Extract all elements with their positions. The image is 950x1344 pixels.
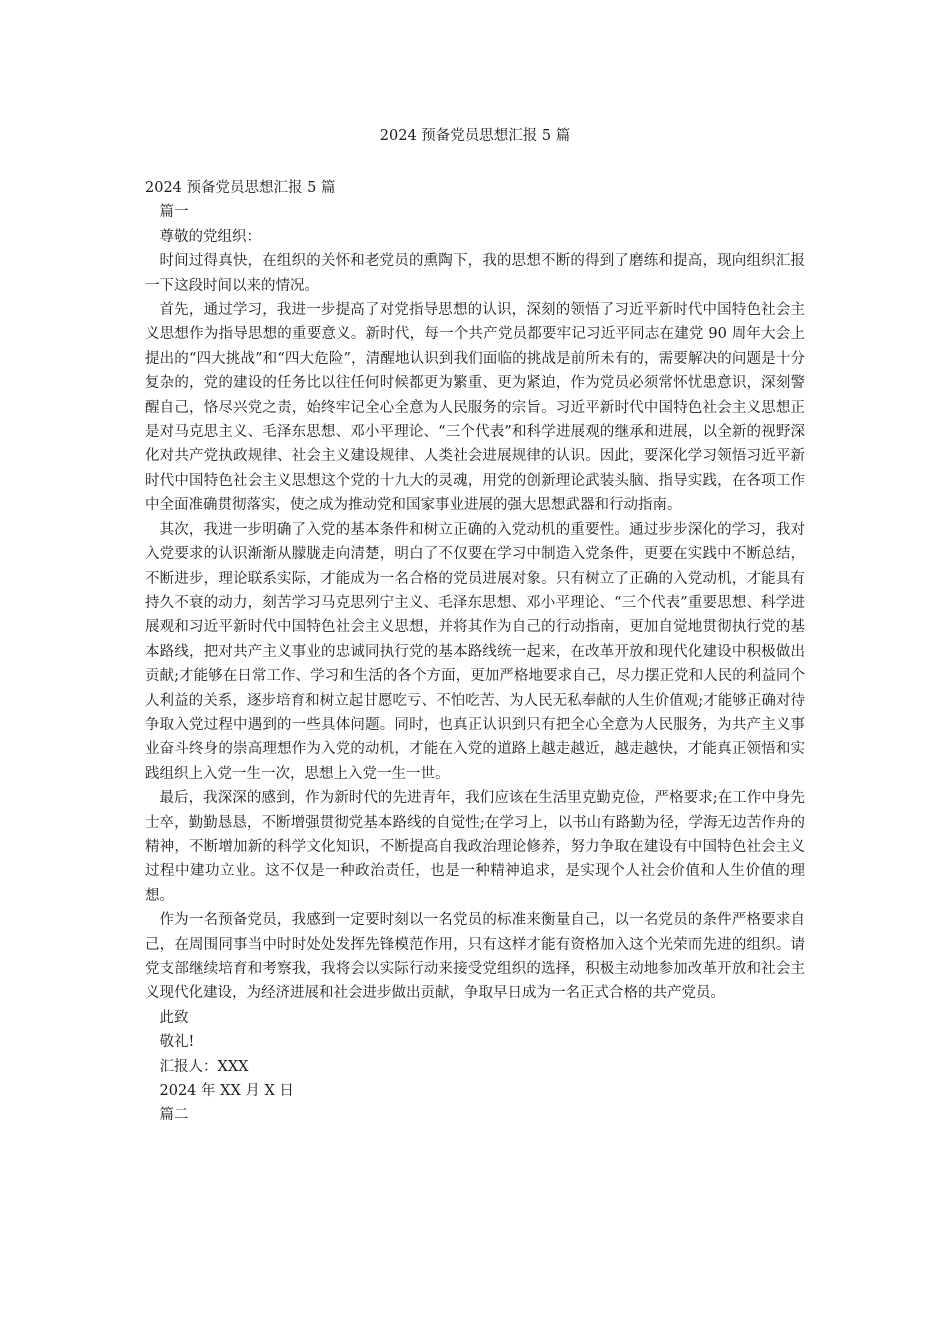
paragraph: 最后，我深深的感到，作为新时代的先进青年，我们应该在生活里克勤克俭，严格要求;在工作中身先士卒，勤勤恳恳，不断增强贯彻党基本路线的自觉性;在学习上，以书山有路勤为径，学海无边苦作舟的精神，不断增加新的科学文化知识，不断提高自我政治理论修养，努力争取在建设有中国特色社会主义过程中建功立业。这不仅是一种政治责任，也是一种精神追求，是实现个人社会价值和人生价值的理想。: [145, 790, 805, 904]
section-heading-1: 篇一: [159, 204, 189, 221]
reporter-line: 汇报人：XXX: [159, 1058, 249, 1075]
date-line: 2024 年 XX 月 X 日: [159, 1083, 294, 1100]
closing-line: 此致: [159, 1009, 189, 1026]
document-subtitle: 2024 预备党员思想汇报 5 篇: [145, 180, 336, 196]
page-title: 2024 预备党员思想汇报 5 篇: [379, 128, 571, 144]
salutation: 尊敬的党组织：: [159, 228, 261, 245]
closing-salute: 敬礼!: [159, 1034, 195, 1051]
paragraph: 首先，通过学习，我进一步提高了对党指导思想的认识，深刻的领悟了习近平新时代中国特色社会主义思想作为指导思想的重要意义。新时代，每一个共产党员都要牢记习近平同志在建党 90 周年大会上提出的“四大挑战”和“四大危险”，清醒地认识到我们面临的挑战是前所未有的，需要解决的问题是十分复杂的，党的建设的任务比以往任何时候都更为繁重、更为紧迫，作为党员必须常怀忧患意识，深刻警醒自己，恪尽兴党之责，始终牢记全心全意为人民服务的宗旨。习近平新时代中国特色社会主义思想正是对马克思主义、毛泽东思想、邓小平理论、“三个代表”和科学进展观的继承和进展，以全新的视野深化对共产党执政规律、社会主义建设规律、人类社会进展规律的认识。因此，要深化学习领悟习近平新时代中国特色社会主义思想这个党的十九大的灵魂，用党的创新理论武装头脑、指导实践，在各项工作中全面准确贯彻落实，使之成为推动党和国家事业进展的强大思想武器和行动指南。: [145, 302, 805, 514]
paragraph: 时间过得真快，在组织的关怀和老党员的熏陶下，我的思想不断的得到了磨练和提高，现向组织汇报一下这段时间以来的情况。: [145, 253, 805, 294]
paragraph: 其次，我进一步明确了入党的基本条件和树立正确的入党动机的重要性。通过步步深化的学习，我对入党要求的认识渐渐从朦胧走向清楚，明白了不仅要在学习中制造入党条件，更要在实践中不断总结，不断进步，理论联系实际，才能成为一名合格的党员进展对象。只有树立了正确的入党动机，才能具有持久不衰的动力，刻苦学习马克思列宁主义、毛泽东思想、邓小平理论、“三个代表”重要思想、科学进展观和习近平新时代中国特色社会主义思想，并将其作为自己的行动指南，更加自觉地贯彻执行党的基本路线，把对共产主义事业的忠诚同执行党的基本路线统一起来，在改革开放和现代化建设中积极做出贡献;才能够在日常工作、学习和生活的各个方面，更加严格地要求自己，尽力摆正党和人民的利益同个人利益的关系，逐步培育和树立起甘愿吃亏、不怕吃苦、为人民无私奉献的人生价值观;才能够正确对待争取入党过程中遇到的一些具体问题。同时，也真正认识到只有把全心全意为人民服务，为共产主义事业奋斗终身的崇高理想作为入党的动机，才能在入党的道路上越走越近，越走越快，才能真正领悟和实践组织上入党一生一次，思想上入党一生一世。: [145, 521, 805, 782]
document-body: [145, 176, 805, 1128]
section-heading-2: 篇二: [159, 1107, 189, 1124]
paragraph: 作为一名预备党员，我感到一定要时刻以一名党员的标准来衡量自己，以一名党员的条件严格要求自己，在周围同事当中时时处处发挥先锋模范作用，只有这样才能有资格加入这个光荣而先进的组织。请党支部继续培育和考察我，我将会以实际行动来接受党组织的选择，积极主动地参加改革开放和社会主义现代化建设，为经济进展和社会进步做出贡献，争取早日成为一名正式合格的共产党员。: [145, 912, 805, 1002]
